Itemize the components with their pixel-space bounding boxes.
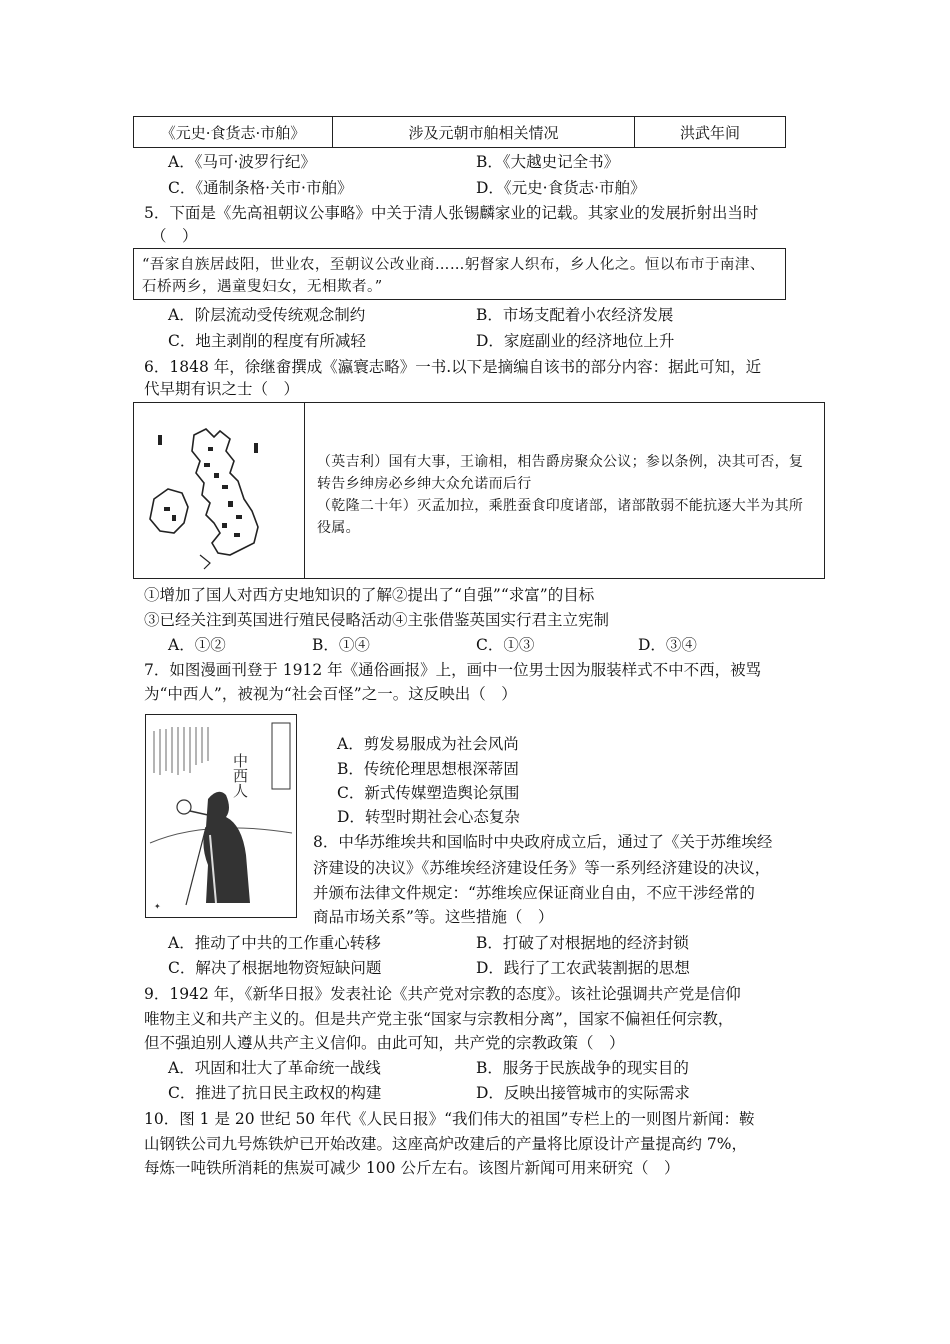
q9-option-a[interactable]: A．巩固和壮大了革命统一战线	[168, 1059, 381, 1077]
q6-excerpt-2: （乾隆二十年）灭孟加拉，乘胜蚕食印度诸部，诸部散弱不能抗逐大半为其所役属。	[317, 498, 804, 536]
q8-option-d[interactable]: D．践行了工农武装割据的思想	[476, 959, 690, 977]
q8-option-b[interactable]: B．打破了对根据地的经济封锁	[476, 934, 689, 952]
q4-option-d[interactable]: D．《元史·食货志·市舶》	[476, 179, 646, 197]
svg-text:✦: ✦	[154, 902, 161, 911]
q7-option-a[interactable]: A．剪发易服成为社会风尚	[337, 735, 519, 753]
q9-line3: 但不强迫别人遵从共产主义信仰。由此可知，共产党的宗教政策（ ）	[144, 1034, 625, 1052]
q6-excerpt-1: （英吉利）国有大事，王谕相，相告爵房聚众公议；参以条例，决其可否，复转告乡绅房必乡绅大众允诺而后行	[317, 454, 804, 492]
q10-line2: 山钢铁公司九号炼铁炉已开始改建。这座高炉改建后的产量将比原设计产量提高约 7%，	[144, 1135, 748, 1153]
q9-line1: 9．1942 年，《新华日报》发表社论《共产党对宗教的态度》。该社论强调共产党是信仰	[144, 985, 741, 1003]
q5-option-d[interactable]: D．家庭副业的经济地位上升	[476, 332, 675, 350]
q5-quote-box: “吾家自族居歧阳，世业农，至朝议公改业商……躬督家人织布，乡人化之。恒以布市于南津、石桥两乡，遇童叟妇女，无相欺者。”	[133, 248, 786, 300]
q6-stem-line2: 代早期有识之士（ ）	[144, 380, 300, 398]
q6-excerpt-text	[305, 403, 824, 578]
q7-option-b[interactable]: B．传统伦理思想根深蒂固	[337, 760, 519, 778]
q6-option-b[interactable]: B．①④	[312, 636, 370, 654]
q7-option-c[interactable]: C．新式传媒塑造舆论氛围	[337, 784, 520, 802]
q5-option-a[interactable]: A．阶层流动受传统观念制约	[168, 306, 366, 324]
q9-option-b[interactable]: B．服务于民族战争的现实目的	[476, 1059, 689, 1077]
q6-statement-1: ①增加了国人对西方史地知识的了解②提出了“自强”“求富”的目标	[144, 586, 595, 604]
q7-option-d[interactable]: D．转型时期社会心态复杂	[337, 808, 520, 826]
q9-option-d[interactable]: D．反映出接管城市的实际需求	[476, 1084, 690, 1102]
zhongxiren-cartoon-image	[145, 714, 297, 918]
q4-cell-content: 涉及元朝市舶相关情况	[333, 117, 635, 147]
q5-stem-line1: 5．下面是《先高祖朝议公事略》中关于清人张锡麟家业的记载。其家业的发展折射出当时	[144, 204, 759, 222]
q10-line3: 每炼一吨铁所消耗的焦炭可减少 100 公斤左右。该图片新闻可用来研究（ ）	[144, 1159, 680, 1177]
q4-cell-time: 洪武年间	[679, 123, 740, 142]
q4-cell-source: 《元史·食货志·市舶》	[134, 117, 333, 147]
q9-line2: 唯物主义和共产主义的。但是共产党主张“国家与宗教相分离”，国家不偏袒任何宗教，	[144, 1010, 734, 1028]
cartoon-man-icon	[146, 715, 296, 917]
q5-stem-line2: （ ）	[151, 227, 198, 245]
q4-option-b[interactable]: B．《大越史记全书》	[476, 153, 620, 171]
q7-stem-line2: 为“中西人”，被视为“社会百怪”之一。这反映出（ ）	[144, 685, 517, 703]
cartoon-title: 中西人	[231, 753, 249, 798]
q6-option-a[interactable]: A．①②	[168, 636, 226, 654]
q6-source-box	[133, 402, 825, 579]
q6-option-c[interactable]: C．①③	[476, 636, 535, 654]
q8-line2: 济建设的决议》《苏维埃经济建设任务》等一系列经济建设的决议，	[313, 859, 771, 877]
q4-table-row	[133, 116, 786, 148]
q5-option-b[interactable]: B．市场支配着小农经济发展	[476, 306, 674, 324]
q8-line4: 商品市场关系”等。这些措施（ ）	[313, 908, 554, 926]
q5-option-c[interactable]: C．地主剥削的程度有所减轻	[168, 332, 366, 350]
britain-map-image	[134, 403, 305, 578]
q8-line1: 8．中华苏维埃共和国临时中央政府成立后，通过了《关于苏维埃经	[313, 833, 773, 851]
q4-option-a[interactable]: A．《马可·波罗行纪》	[168, 153, 316, 171]
q4-option-c[interactable]: C．《通制条格·关市·市舶》	[168, 179, 353, 197]
britain-map-icon	[134, 403, 302, 577]
q10-line1: 10．图 1 是 20 世纪 50 年代《人民日报》“我们伟大的祖国”专栏上的一则图片新闻：鞍	[144, 1110, 755, 1128]
q8-line3: 并颁布法律文件规定：“苏维埃应保证商业自由，不应干涉经常的	[313, 884, 755, 902]
q8-option-a[interactable]: A．推动了中共的工作重心转移	[168, 934, 381, 952]
q6-option-d[interactable]: D．③④	[638, 636, 697, 654]
q6-statement-2: ③已经关注到英国进行殖民侵略活动④主张借鉴英国实行君主立宪制	[144, 611, 610, 629]
q7-stem-line1: 7．如图漫画刊登于 1912 年《通俗画报》上，画中一位男士因为服装样式不中不西，被骂	[144, 661, 762, 679]
q8-option-c[interactable]: C．解决了根据地物资短缺问题	[168, 959, 382, 977]
q9-option-c[interactable]: C．推进了抗日民主政权的构建	[168, 1084, 382, 1102]
q6-stem-line1: 6．1848 年，徐继畲撰成《瀛寰志略》一书.以下是摘编自该书的部分内容：据此可知，近	[144, 358, 762, 376]
